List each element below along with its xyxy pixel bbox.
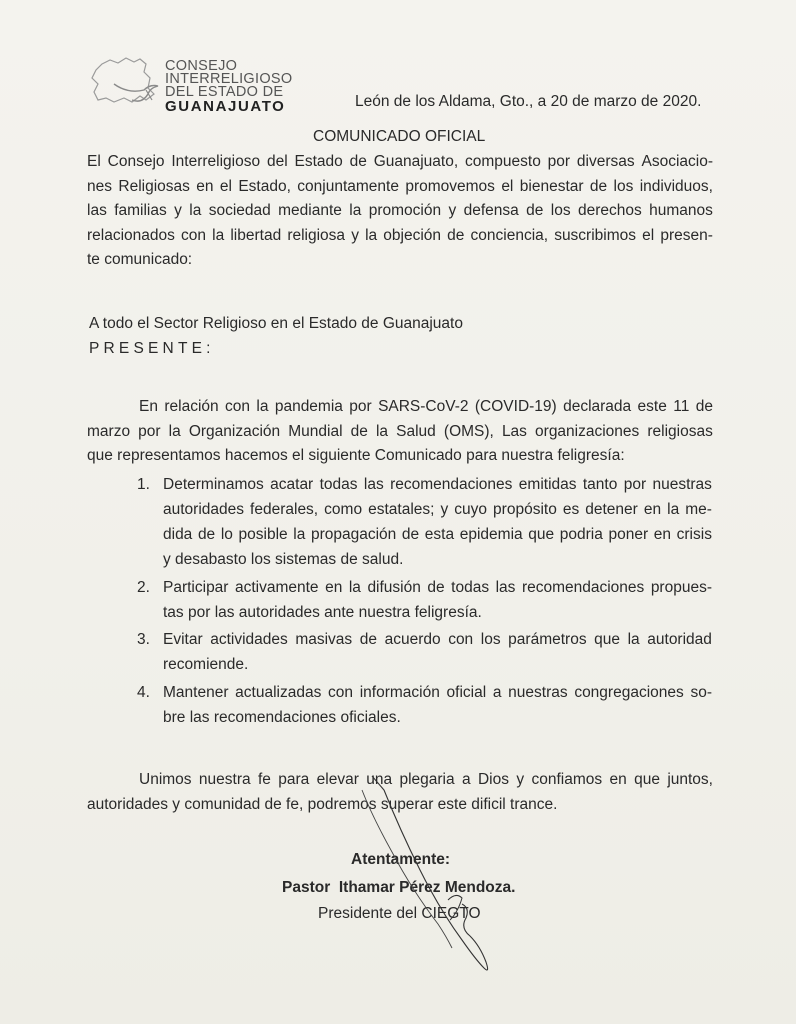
text-line: tas por las autoridades ante nuestra feligresía. (163, 603, 482, 621)
word: de (350, 422, 368, 440)
text-line (87, 395, 713, 420)
word: del (266, 153, 288, 170)
word: conciencia, (470, 226, 549, 244)
word: diversas (576, 153, 635, 170)
word: de (401, 526, 420, 543)
text-line: recomiende. (163, 656, 249, 673)
word: organizaciones (535, 422, 640, 440)
word: Estado (294, 153, 343, 170)
word: promoción (368, 202, 442, 219)
word: libertad (230, 226, 282, 244)
text-line (163, 497, 712, 522)
word: de (526, 202, 544, 219)
word: dida (163, 526, 193, 543)
word: oficial (446, 683, 487, 701)
text-line (163, 680, 712, 705)
word: me- (685, 501, 712, 518)
word: religiosa (287, 226, 346, 244)
recommendations-list (137, 472, 712, 732)
word: las (363, 476, 384, 493)
word: familias (114, 202, 167, 219)
word: relación (164, 398, 219, 415)
word: en (325, 578, 343, 596)
word: la (293, 526, 306, 543)
word: la (375, 422, 389, 440)
word: bienestar (519, 177, 584, 195)
word: nuestras (508, 683, 568, 701)
closing-paragraph (87, 768, 713, 817)
word: la (189, 202, 202, 219)
logo-line: DEL ESTADO DE (165, 84, 284, 100)
word: promovemos (405, 177, 495, 195)
word: Mantener (163, 683, 229, 701)
word: por (138, 422, 161, 440)
text-line (163, 627, 712, 652)
body-paragraph (87, 395, 713, 469)
logo-text (165, 60, 292, 114)
word: emitidas (518, 476, 577, 493)
word: el (219, 177, 232, 195)
word: (OMS), (443, 422, 494, 440)
word: podria (559, 526, 603, 543)
word: de (695, 398, 713, 415)
text-line (87, 199, 713, 224)
word: todas (451, 578, 490, 596)
word: plegaria (399, 771, 455, 788)
word: las (87, 202, 107, 219)
word: las (495, 578, 516, 596)
word: tanto (582, 476, 618, 493)
word: derechos (577, 202, 642, 219)
logo-line: CONSEJO (165, 58, 238, 74)
word: lo (220, 526, 233, 543)
word: sociedad (208, 202, 271, 219)
text-line: autoridades y comunidad de fe, podremos superar este dificil trance. (87, 795, 558, 813)
word: Participar (163, 578, 229, 596)
text-line: y desabasto los sistemas de salud. (163, 551, 404, 568)
word: Guanajuato, (373, 153, 459, 170)
word: propagación (310, 526, 397, 543)
text-line (87, 768, 713, 793)
guanajuato-map-dove-icon (88, 54, 168, 114)
word: detener (585, 501, 638, 518)
word: que (528, 526, 555, 543)
logo-line: INTERRELIGIOSO (165, 71, 293, 87)
word: federales, (250, 501, 319, 518)
word: por (623, 476, 647, 493)
word: actualizadas (235, 683, 322, 701)
word: Organización (188, 422, 281, 440)
word: recomendaciones (521, 578, 645, 596)
word: y (351, 226, 359, 244)
word: de (349, 153, 367, 170)
word: esta (424, 526, 455, 543)
word: y (440, 501, 449, 518)
word: elevar (316, 771, 359, 788)
word: nuestra (198, 771, 251, 788)
word: información (359, 683, 440, 701)
word: que (594, 631, 621, 648)
word: fe (257, 771, 271, 788)
text-line (87, 150, 713, 175)
word: Estado, (238, 177, 291, 195)
word: nuestras (652, 476, 712, 493)
word: autoridad (647, 631, 712, 648)
text-line (163, 522, 712, 547)
word: Mundial (288, 422, 343, 440)
word: compuesto (465, 153, 541, 170)
word: propues- (650, 578, 712, 596)
signatory-role: Presidente del CIEGTO (318, 905, 481, 922)
word: cuyo (454, 501, 488, 518)
word: la (256, 398, 269, 415)
word: Salud (396, 422, 436, 440)
word: defensa (463, 202, 519, 219)
word: y (448, 202, 457, 219)
list-number: 4. (137, 683, 150, 701)
word: crisis (676, 526, 712, 543)
word: actividades (210, 631, 288, 648)
word: relacionados (87, 226, 175, 244)
word: con (181, 226, 207, 244)
logo-state-name: GUANAJUATO (165, 98, 286, 115)
word: 11 (673, 398, 690, 415)
council-logo (88, 54, 308, 124)
word: Evitar (163, 631, 203, 648)
word: parámetros (508, 631, 587, 648)
list-item (137, 680, 712, 730)
list-item (137, 627, 712, 677)
word: el (642, 226, 655, 244)
text-line (87, 420, 713, 445)
word: de (427, 578, 445, 596)
word: todas (319, 476, 358, 493)
word: declarada (563, 398, 632, 415)
text-line (87, 175, 713, 200)
word: (COVID-19) (474, 398, 557, 415)
word: la (168, 422, 181, 440)
word: este (637, 398, 667, 415)
list-number: 1. (137, 476, 150, 493)
text-line: bre las recomendaciones oficiales. (163, 708, 401, 726)
word: En (139, 398, 158, 415)
word: suscribimos (554, 226, 637, 244)
word: Las (501, 422, 527, 440)
text-line (163, 575, 712, 600)
word: Determinamos (163, 476, 264, 493)
intro-paragraph (87, 150, 713, 273)
word: so- (690, 683, 712, 701)
word: Unimos (139, 771, 192, 788)
word: y (516, 771, 525, 788)
word: a (461, 771, 471, 788)
word: propósito (493, 501, 557, 518)
list-item (137, 472, 712, 572)
word: Interreligioso (171, 153, 261, 170)
word: Dios (477, 771, 509, 788)
word: por (547, 153, 571, 170)
word: en (196, 177, 214, 195)
word: con (448, 631, 474, 648)
word: con (328, 683, 354, 701)
word: en (643, 501, 662, 518)
addressee: A todo el Sector Religioso en el Estado de Guanajuato (89, 315, 463, 332)
word: una (366, 771, 393, 788)
word: Religiosas (118, 177, 190, 195)
word: la (212, 226, 225, 244)
word: como (324, 501, 363, 518)
word: juntos, (667, 771, 713, 788)
word: congregaciones (574, 683, 684, 701)
word: nes (87, 177, 112, 195)
word: de (197, 526, 216, 543)
word: en (653, 526, 672, 543)
word: recomendaciones (390, 476, 513, 493)
word: con (225, 398, 250, 415)
word: masivas (295, 631, 353, 648)
word: confiamos (531, 771, 603, 788)
word: activamente (234, 578, 319, 596)
word: SARS-CoV-2 (378, 398, 469, 415)
list-number: 2. (137, 578, 150, 596)
word: pandemia (274, 398, 343, 415)
word: la (349, 202, 362, 219)
word: marzo (87, 422, 131, 440)
word: mediante (278, 202, 342, 219)
word: Asociacio- (641, 153, 713, 170)
text-line: te comunicado: (87, 251, 193, 268)
word: religiosas (647, 422, 713, 440)
word: la (627, 631, 640, 648)
signature-salutation: Atentamente: (351, 851, 451, 868)
word: acuerdo (384, 631, 441, 648)
word: la (365, 226, 378, 244)
word: la (348, 578, 361, 596)
word: difusión (367, 578, 421, 596)
word: estatales; (368, 501, 435, 518)
word: que (634, 771, 660, 788)
word: epidemia (459, 526, 523, 543)
document-title: COMUNICADO OFICIAL (313, 128, 486, 145)
word: objeción (383, 226, 442, 244)
word: la (667, 501, 680, 518)
list-number: 3. (137, 631, 150, 648)
word: el (501, 177, 514, 195)
word: para (278, 771, 310, 788)
list-item (137, 575, 712, 625)
word: por (349, 398, 372, 415)
word: a (492, 683, 502, 701)
text-line (87, 224, 713, 249)
word: de (589, 177, 608, 195)
word: conjuntamente (297, 177, 399, 195)
word: presen- (660, 226, 713, 244)
word: y (174, 202, 182, 219)
word: los (480, 631, 501, 648)
word: Consejo (107, 153, 165, 170)
word: individuos, (639, 177, 713, 195)
word: es (562, 501, 580, 518)
word: de (359, 631, 378, 648)
word: acatar (270, 476, 314, 493)
word: poner (608, 526, 649, 543)
word: humanos (649, 202, 713, 219)
word: los (613, 177, 634, 195)
text-line (163, 472, 712, 497)
word: autoridades (163, 501, 245, 518)
text-line: que representamos hacemos el siguiente Comunicado para nuestra feligresía: (87, 447, 625, 464)
word: El (87, 153, 101, 170)
signatory-name: Pastor Ithamar Pérez Mendoza. (282, 879, 516, 896)
word: los (550, 202, 571, 219)
word: de (447, 226, 465, 244)
word: posible (238, 526, 288, 543)
word: en (609, 771, 627, 788)
present-label: PRESENTE: (89, 340, 215, 357)
place-date: León de los Aldama, Gto., a 20 de marzo de 2020. (355, 93, 702, 110)
